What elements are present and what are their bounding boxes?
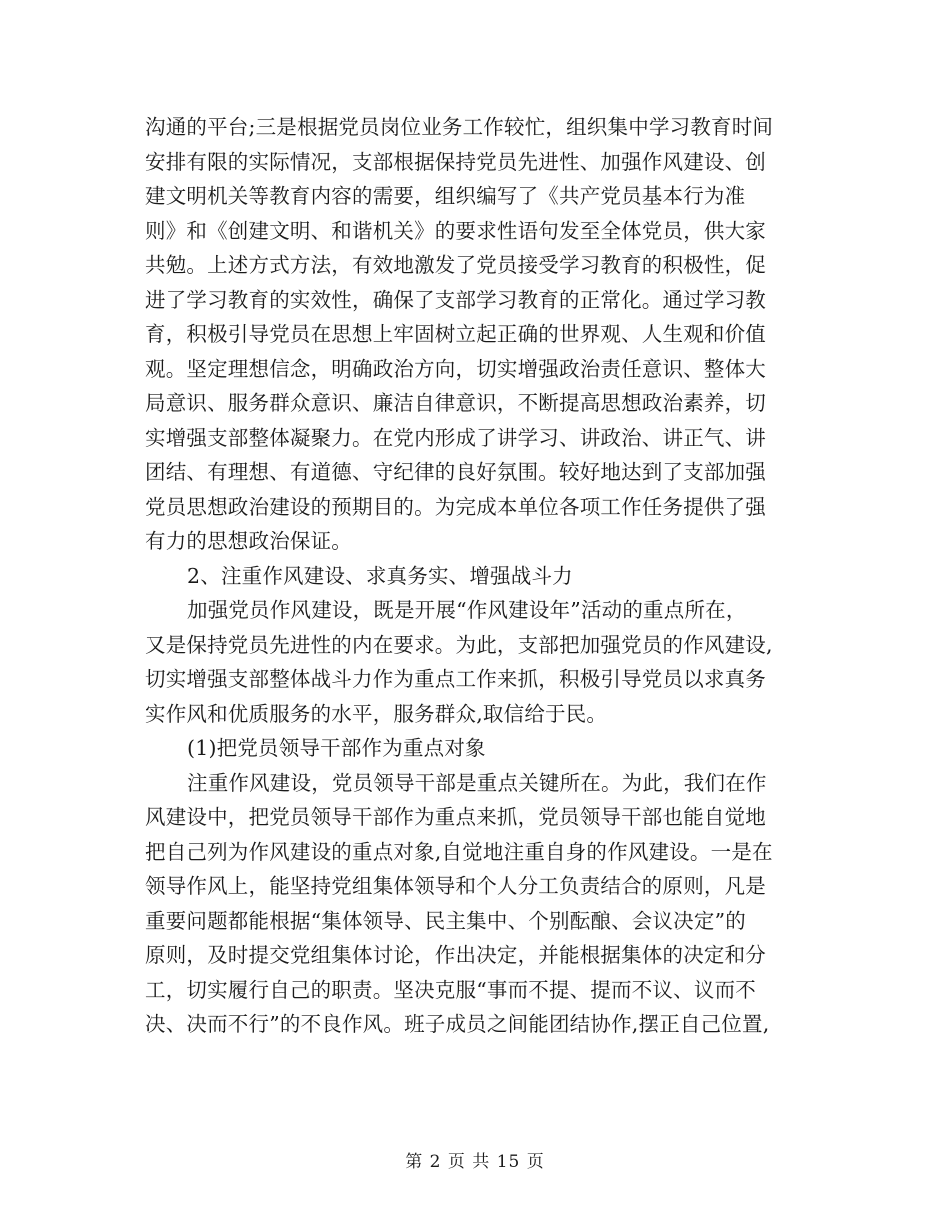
- text-line: 共勉。上述方式方法，有效地激发了党员接受学习教育的积极性，促: [145, 253, 766, 277]
- subsection-heading: (1)把党员领导干部作为重点对象: [187, 736, 486, 760]
- text-line: 决、决而不行”的不良作风。班子成员之间能团结协作,摆正自己位置,: [145, 1012, 770, 1036]
- text-line: 进了学习教育的实效性，确保了支部学习教育的正常化。通过学习教: [145, 288, 766, 312]
- text-line: 重要问题都能根据“集体领导、民主集中、个别酝酿、会议决定”的: [145, 909, 746, 933]
- text-line: 实增强支部整体凝聚力。在党内形成了讲学习、讲政治、讲正气、讲: [145, 426, 766, 450]
- text-line: 实作风和优质服务的水平，服务群众,取信给于民。: [145, 702, 608, 726]
- text-line: 沟通的平台;三是根据党员岗位业务工作较忙，组织集中学习教育时间: [145, 115, 774, 139]
- text-line: 把自己列为作风建设的重点对象,自觉地注重自身的作风建设。一是在: [145, 840, 773, 864]
- text-line: 注重作风建设，党员领导干部是重点关键所在。为此，我们在作: [187, 771, 767, 795]
- text-line: 团结、有理想、有道德、守纪律的良好氛围。较好地达到了支部加强: [145, 460, 766, 484]
- page-number-footer: 第 2 页 共 15 页: [405, 1152, 545, 1172]
- text-line: 原则，及时提交党组集体讨论，作出决定，并能根据集体的决定和分: [145, 943, 766, 967]
- text-line: 领导作风上，能坚持党组集体领导和个人分工负责结合的原则，凡是: [145, 874, 766, 898]
- text-line: 建文明机关等教育内容的需要，组织编写了《共产党员基本行为准: [145, 184, 746, 208]
- text-line: 则》和《创建文明、和谐机关》的要求性语句发至全体党员，供大家: [145, 219, 766, 243]
- text-line: 工，切实履行自己的职责。坚决克服“事而不提、提而不议、议而不: [145, 978, 756, 1002]
- text-line: 又是保持党员先进性的内在要求。为此，支部把加强党员的作风建设,: [145, 633, 773, 657]
- text-line: 党员思想政治建设的预期目的。为完成本单位各项工作任务提供了强: [145, 495, 766, 519]
- text-line: 加强党员作风建设，既是开展“作风建设年”活动的重点所在，: [187, 598, 747, 622]
- text-line: 有力的思想政治保证。: [145, 529, 352, 553]
- section-heading: 2、注重作风建设、求真务实、增强战斗力: [187, 564, 573, 588]
- text-line: 风建设中，把党员领导干部作为重点来抓，党员领导干部也能自觉地: [145, 805, 766, 829]
- text-line: 局意识、服务群众意识、廉洁自律意识，不断提高思想政治素养，切: [145, 391, 766, 415]
- text-line: 安排有限的实际情况，支部根据保持党员先进性、加强作风建设、创: [145, 150, 766, 174]
- text-line: 育，积极引导党员在思想上牢固树立起正确的世界观、人生观和价值: [145, 322, 766, 346]
- text-line: 观。坚定理想信念，明确政治方向，切实增强政治责任意识、整体大: [145, 357, 766, 381]
- text-line: 切实增强支部整体战斗力作为重点工作来抓，积极引导党员以求真务: [145, 667, 766, 691]
